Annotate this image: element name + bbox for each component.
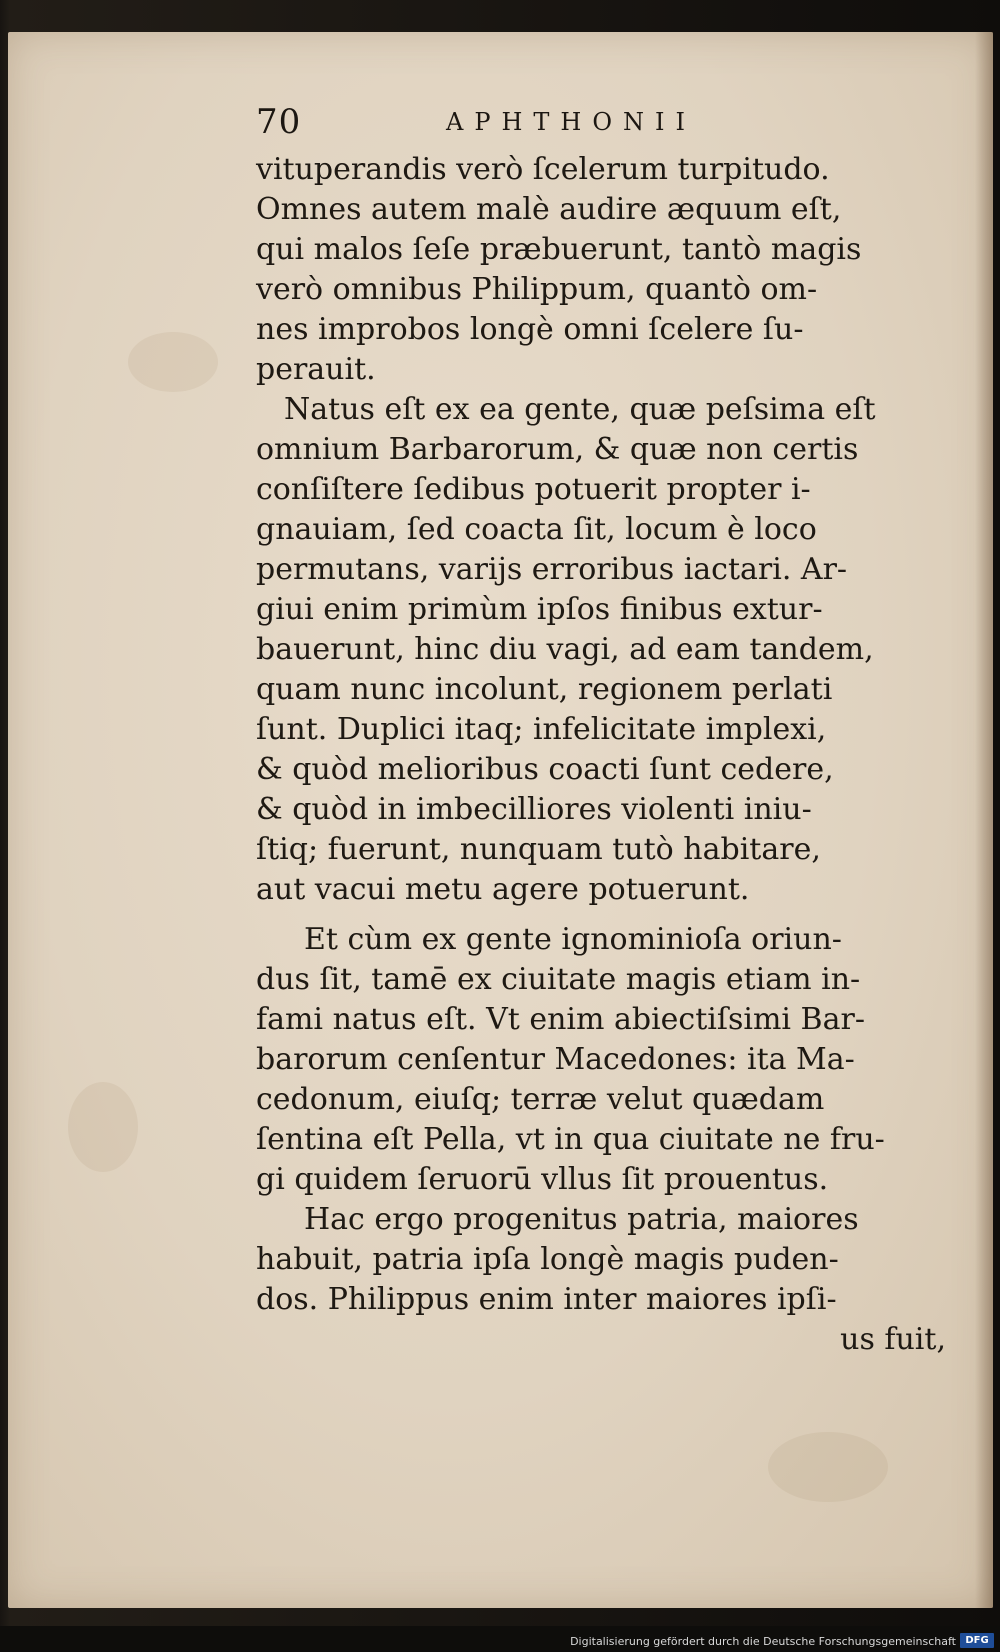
text-line: ſtiq; fuerunt, nunquam tutò habitare, [256, 832, 821, 867]
text-line: Et cùm ex gente ignominioſa oriun- [304, 922, 842, 957]
text-line: verò omnibus Philippum, quantò om- [256, 272, 818, 307]
paper-stain [768, 1432, 888, 1502]
text-line: Hac ergo progenitus patria, maiores [304, 1202, 859, 1237]
text-line: ſentina eſt Pella, vt in qua ciuitate ne fru- [256, 1122, 885, 1157]
text-line: cedonum, eiuſq; terræ velut quædam [256, 1082, 825, 1117]
text-line: gi quidem ſeruorū vllus ſit prouentus. [256, 1162, 829, 1197]
text-line: quam nunc incolunt, regionem perlati [256, 672, 833, 707]
text-line: & quòd in imbecilliores violenti iniu- [256, 792, 812, 827]
text-line: perauit. [256, 352, 376, 387]
text-line: ſunt. Duplici itaq; infelicitate implexi, [256, 712, 827, 747]
funding-credit: Digitalisierung gefördert durch die Deutsche Forschungsgemeinschaft [570, 1635, 956, 1648]
text-line: dos. Philippus enim inter maiores ipſi- [256, 1282, 837, 1317]
footer-bar [0, 1626, 1000, 1652]
text-line: barorum cenſentur Macedones: ita Ma- [256, 1042, 855, 1077]
text-line: permutans, varijs erroribus iactari. Ar- [256, 552, 848, 587]
page-number: 70 [256, 102, 302, 142]
text-line: gnauiam, ſed coacta ſit, locum è loco [256, 512, 817, 547]
text-line: omnium Barbarorum, & quæ non certis [256, 432, 859, 467]
text-line: Omnes autem malè audire æquum eſt, [256, 192, 842, 227]
text-line-catchword: us fuit, [840, 1322, 946, 1357]
text-line: & quòd melioribus coacti ſunt cedere, [256, 752, 834, 787]
text-line: giui enim primùm ipſos finibus extur- [256, 592, 823, 627]
text-line: habuit, patria ipſa longè magis puden- [256, 1242, 839, 1277]
text-line: qui malos ſeſe præbuerunt, tantò magis [256, 232, 862, 267]
text-line: vituperandis verò ſcelerum turpitudo. [256, 152, 830, 187]
text-line: fami natus eſt. Vt enim abiectiſsimi Bar- [256, 1002, 865, 1037]
dfg-logo: DFG [960, 1633, 994, 1648]
text-line: dus ſit, tamē ex ciuitate magis etiam in- [256, 962, 861, 997]
text-line: Natus eſt ex ea gente, quæ peſsima eſt [284, 392, 876, 427]
text-line: nes improbos longè omni ſcelere ſu- [256, 312, 804, 347]
running-title: APHTHONII [446, 108, 696, 136]
text-line: aut vacui metu agere potuerunt. [256, 872, 750, 907]
paragraph-gap [256, 910, 946, 920]
text-line: bauerunt, hinc diu vagi, ad eam tandem, [256, 632, 874, 667]
paper-stain [128, 332, 218, 392]
body-text [256, 150, 946, 1360]
page-edge-shadow [975, 32, 993, 1608]
paper-stain [68, 1082, 138, 1172]
page-header [256, 102, 756, 142]
text-line: conſiſtere ſedibus potuerit propter i- [256, 472, 811, 507]
